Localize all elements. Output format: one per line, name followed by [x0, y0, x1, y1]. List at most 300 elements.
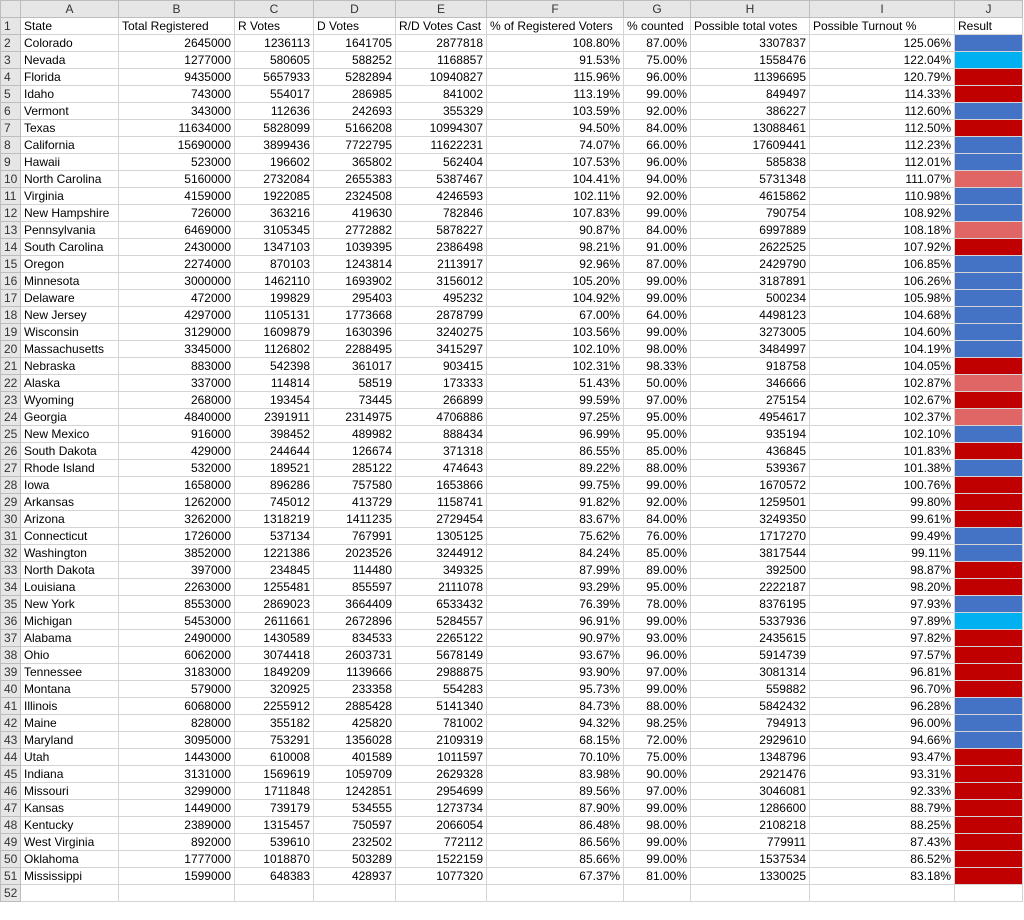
- value-cell[interactable]: 2111078: [396, 579, 487, 596]
- value-cell[interactable]: 5878227: [396, 222, 487, 239]
- value-cell[interactable]: 86.55%: [487, 443, 624, 460]
- value-cell[interactable]: 97.82%: [810, 630, 955, 647]
- value-cell[interactable]: 1168857: [396, 52, 487, 69]
- row-header[interactable]: 20: [1, 341, 21, 358]
- value-cell[interactable]: 114.33%: [810, 86, 955, 103]
- value-cell[interactable]: 96.28%: [810, 698, 955, 715]
- value-cell[interactable]: 97.25%: [487, 409, 624, 426]
- value-cell[interactable]: 1849209: [235, 664, 314, 681]
- value-cell[interactable]: 523000: [119, 154, 235, 171]
- value-cell[interactable]: 559882: [691, 681, 810, 698]
- value-cell[interactable]: 11396695: [691, 69, 810, 86]
- column-header-i[interactable]: I: [810, 1, 955, 18]
- value-cell[interactable]: 1139666: [314, 664, 396, 681]
- value-cell[interactable]: 112.50%: [810, 120, 955, 137]
- column-header-f[interactable]: F: [487, 1, 624, 18]
- state-cell[interactable]: Florida: [21, 69, 119, 86]
- result-cell[interactable]: [955, 817, 1023, 834]
- state-cell[interactable]: Kansas: [21, 800, 119, 817]
- empty-cell[interactable]: [487, 885, 624, 902]
- value-cell[interactable]: 88.00%: [624, 698, 691, 715]
- result-cell[interactable]: [955, 256, 1023, 273]
- value-cell[interactable]: 17609441: [691, 137, 810, 154]
- value-cell[interactable]: 1711848: [235, 783, 314, 800]
- value-cell[interactable]: 743000: [119, 86, 235, 103]
- value-cell[interactable]: 83.18%: [810, 868, 955, 885]
- row-header[interactable]: 23: [1, 392, 21, 409]
- value-cell[interactable]: 2066054: [396, 817, 487, 834]
- value-cell[interactable]: 96.70%: [810, 681, 955, 698]
- result-cell[interactable]: [955, 783, 1023, 800]
- value-cell[interactable]: 106.85%: [810, 256, 955, 273]
- value-cell[interactable]: 539367: [691, 460, 810, 477]
- value-cell[interactable]: 98.00%: [624, 817, 691, 834]
- value-cell[interactable]: 98.25%: [624, 715, 691, 732]
- value-cell[interactable]: 5284557: [396, 613, 487, 630]
- value-cell[interactable]: 73445: [314, 392, 396, 409]
- empty-cell[interactable]: [21, 885, 119, 902]
- value-cell[interactable]: 1158741: [396, 494, 487, 511]
- value-cell[interactable]: 532000: [119, 460, 235, 477]
- value-cell[interactable]: 6469000: [119, 222, 235, 239]
- value-cell[interactable]: 1318219: [235, 511, 314, 528]
- value-cell[interactable]: 2314975: [314, 409, 396, 426]
- state-cell[interactable]: Montana: [21, 681, 119, 698]
- value-cell[interactable]: 97.89%: [810, 613, 955, 630]
- state-cell[interactable]: Michigan: [21, 613, 119, 630]
- value-cell[interactable]: 2430000: [119, 239, 235, 256]
- value-cell[interactable]: 1670572: [691, 477, 810, 494]
- column-header-e[interactable]: E: [396, 1, 487, 18]
- result-cell[interactable]: [955, 545, 1023, 562]
- value-cell[interactable]: 2263000: [119, 579, 235, 596]
- value-cell[interactable]: 2109319: [396, 732, 487, 749]
- value-cell[interactable]: 1039395: [314, 239, 396, 256]
- value-cell[interactable]: 3046081: [691, 783, 810, 800]
- value-cell[interactable]: 92.96%: [487, 256, 624, 273]
- value-cell[interactable]: 108.18%: [810, 222, 955, 239]
- value-cell[interactable]: 102.37%: [810, 409, 955, 426]
- value-cell[interactable]: 295403: [314, 290, 396, 307]
- value-cell[interactable]: 9435000: [119, 69, 235, 86]
- value-cell[interactable]: 99.00%: [624, 477, 691, 494]
- result-cell[interactable]: [955, 35, 1023, 52]
- value-cell[interactable]: 75.00%: [624, 52, 691, 69]
- value-cell[interactable]: 87.90%: [487, 800, 624, 817]
- state-cell[interactable]: Maryland: [21, 732, 119, 749]
- value-cell[interactable]: 5337936: [691, 613, 810, 630]
- value-cell[interactable]: 3262000: [119, 511, 235, 528]
- value-cell[interactable]: 5141340: [396, 698, 487, 715]
- value-cell[interactable]: 93.67%: [487, 647, 624, 664]
- value-cell[interactable]: 3074418: [235, 647, 314, 664]
- value-cell[interactable]: 96.91%: [487, 613, 624, 630]
- value-cell[interactable]: 66.00%: [624, 137, 691, 154]
- value-cell[interactable]: 1430589: [235, 630, 314, 647]
- value-cell[interactable]: 1059709: [314, 766, 396, 783]
- row-header[interactable]: 49: [1, 834, 21, 851]
- value-cell[interactable]: 99.00%: [624, 613, 691, 630]
- value-cell[interactable]: 739179: [235, 800, 314, 817]
- value-cell[interactable]: 104.05%: [810, 358, 955, 375]
- value-cell[interactable]: 104.19%: [810, 341, 955, 358]
- value-cell[interactable]: 1356028: [314, 732, 396, 749]
- value-cell[interactable]: 371318: [396, 443, 487, 460]
- state-cell[interactable]: Iowa: [21, 477, 119, 494]
- value-cell[interactable]: 189521: [235, 460, 314, 477]
- value-cell[interactable]: 870103: [235, 256, 314, 273]
- value-cell[interactable]: 120.79%: [810, 69, 955, 86]
- empty-cell[interactable]: [955, 885, 1023, 902]
- state-cell[interactable]: Oklahoma: [21, 851, 119, 868]
- value-cell[interactable]: 4706886: [396, 409, 487, 426]
- value-cell[interactable]: 93.47%: [810, 749, 955, 766]
- value-cell[interactable]: 99.75%: [487, 477, 624, 494]
- row-header[interactable]: 37: [1, 630, 21, 647]
- state-cell[interactable]: South Dakota: [21, 443, 119, 460]
- value-cell[interactable]: 99.49%: [810, 528, 955, 545]
- empty-cell[interactable]: [691, 885, 810, 902]
- row-header[interactable]: 24: [1, 409, 21, 426]
- state-cell[interactable]: Arizona: [21, 511, 119, 528]
- column-header-j[interactable]: J: [955, 1, 1023, 18]
- value-cell[interactable]: 100.76%: [810, 477, 955, 494]
- result-cell[interactable]: [955, 494, 1023, 511]
- value-cell[interactable]: 81.00%: [624, 868, 691, 885]
- value-cell[interactable]: 232502: [314, 834, 396, 851]
- value-cell[interactable]: 107.92%: [810, 239, 955, 256]
- value-cell[interactable]: 91.53%: [487, 52, 624, 69]
- value-cell[interactable]: 1077320: [396, 868, 487, 885]
- result-cell[interactable]: [955, 409, 1023, 426]
- value-cell[interactable]: 3187891: [691, 273, 810, 290]
- value-cell[interactable]: 83.67%: [487, 511, 624, 528]
- result-cell[interactable]: [955, 341, 1023, 358]
- value-cell[interactable]: 1922085: [235, 188, 314, 205]
- row-header[interactable]: 39: [1, 664, 21, 681]
- value-cell[interactable]: 2885428: [314, 698, 396, 715]
- state-cell[interactable]: Utah: [21, 749, 119, 766]
- row-header[interactable]: 12: [1, 205, 21, 222]
- value-cell[interactable]: 87.99%: [487, 562, 624, 579]
- state-cell[interactable]: Idaho: [21, 86, 119, 103]
- value-cell[interactable]: 767991: [314, 528, 396, 545]
- value-cell[interactable]: 1018870: [235, 851, 314, 868]
- value-cell[interactable]: 85.00%: [624, 545, 691, 562]
- state-cell[interactable]: Rhode Island: [21, 460, 119, 477]
- value-cell[interactable]: 99.11%: [810, 545, 955, 562]
- row-header[interactable]: 34: [1, 579, 21, 596]
- row-header[interactable]: 22: [1, 375, 21, 392]
- value-cell[interactable]: 1777000: [119, 851, 235, 868]
- column-header-a[interactable]: A: [21, 1, 119, 18]
- value-cell[interactable]: 3273005: [691, 324, 810, 341]
- value-cell[interactable]: 2732084: [235, 171, 314, 188]
- value-cell[interactable]: 105.98%: [810, 290, 955, 307]
- value-cell[interactable]: 125.06%: [810, 35, 955, 52]
- value-cell[interactable]: 97.93%: [810, 596, 955, 613]
- state-cell[interactable]: Alaska: [21, 375, 119, 392]
- value-cell[interactable]: 1273734: [396, 800, 487, 817]
- value-cell[interactable]: 98.21%: [487, 239, 624, 256]
- value-cell[interactable]: 1236113: [235, 35, 314, 52]
- value-cell[interactable]: 96.81%: [810, 664, 955, 681]
- value-cell[interactable]: 173333: [396, 375, 487, 392]
- state-cell[interactable]: Louisiana: [21, 579, 119, 596]
- result-cell[interactable]: [955, 766, 1023, 783]
- state-cell[interactable]: South Carolina: [21, 239, 119, 256]
- value-cell[interactable]: 70.10%: [487, 749, 624, 766]
- result-cell[interactable]: [955, 596, 1023, 613]
- value-cell[interactable]: 3299000: [119, 783, 235, 800]
- value-cell[interactable]: 99.00%: [624, 834, 691, 851]
- value-cell[interactable]: 542398: [235, 358, 314, 375]
- value-cell[interactable]: 92.00%: [624, 494, 691, 511]
- state-cell[interactable]: Pennsylvania: [21, 222, 119, 239]
- value-cell[interactable]: 772112: [396, 834, 487, 851]
- row-header[interactable]: 10: [1, 171, 21, 188]
- value-cell[interactable]: 883000: [119, 358, 235, 375]
- value-cell[interactable]: 5657933: [235, 69, 314, 86]
- value-cell[interactable]: 782846: [396, 205, 487, 222]
- value-cell[interactable]: 72.00%: [624, 732, 691, 749]
- result-cell[interactable]: [955, 324, 1023, 341]
- value-cell[interactable]: 539610: [235, 834, 314, 851]
- row-header[interactable]: 46: [1, 783, 21, 800]
- result-cell[interactable]: [955, 715, 1023, 732]
- value-cell[interactable]: 903415: [396, 358, 487, 375]
- row-header[interactable]: 2: [1, 35, 21, 52]
- value-cell[interactable]: 88.25%: [810, 817, 955, 834]
- result-cell[interactable]: [955, 222, 1023, 239]
- value-cell[interactable]: 1609879: [235, 324, 314, 341]
- value-cell[interactable]: 93.29%: [487, 579, 624, 596]
- value-cell[interactable]: 99.00%: [624, 205, 691, 222]
- value-cell[interactable]: 363216: [235, 205, 314, 222]
- value-cell[interactable]: 106.26%: [810, 273, 955, 290]
- value-cell[interactable]: 114814: [235, 375, 314, 392]
- value-cell[interactable]: 2324508: [314, 188, 396, 205]
- value-cell[interactable]: 15690000: [119, 137, 235, 154]
- state-cell[interactable]: Vermont: [21, 103, 119, 120]
- value-cell[interactable]: 2869023: [235, 596, 314, 613]
- value-cell[interactable]: 3484997: [691, 341, 810, 358]
- value-cell[interactable]: 489982: [314, 426, 396, 443]
- value-cell[interactable]: 76.39%: [487, 596, 624, 613]
- value-cell[interactable]: 91.00%: [624, 239, 691, 256]
- state-cell[interactable]: California: [21, 137, 119, 154]
- value-cell[interactable]: 2389000: [119, 817, 235, 834]
- value-cell[interactable]: 199829: [235, 290, 314, 307]
- row-header[interactable]: 33: [1, 562, 21, 579]
- row-header[interactable]: 7: [1, 120, 21, 137]
- value-cell[interactable]: 99.00%: [624, 324, 691, 341]
- value-cell[interactable]: 562404: [396, 154, 487, 171]
- state-cell[interactable]: Indiana: [21, 766, 119, 783]
- value-cell[interactable]: 790754: [691, 205, 810, 222]
- value-cell[interactable]: 90.97%: [487, 630, 624, 647]
- value-cell[interactable]: 1105131: [235, 307, 314, 324]
- result-cell[interactable]: [955, 120, 1023, 137]
- value-cell[interactable]: 93.00%: [624, 630, 691, 647]
- value-cell[interactable]: 779911: [691, 834, 810, 851]
- empty-cell[interactable]: [119, 885, 235, 902]
- value-cell[interactable]: 96.00%: [624, 69, 691, 86]
- value-cell[interactable]: 75.62%: [487, 528, 624, 545]
- value-cell[interactable]: 5678149: [396, 647, 487, 664]
- value-cell[interactable]: 78.00%: [624, 596, 691, 613]
- value-cell[interactable]: 841002: [396, 86, 487, 103]
- value-cell[interactable]: 386227: [691, 103, 810, 120]
- value-cell[interactable]: 112.60%: [810, 103, 955, 120]
- value-cell[interactable]: 84.73%: [487, 698, 624, 715]
- state-cell[interactable]: Nevada: [21, 52, 119, 69]
- value-cell[interactable]: 2672896: [314, 613, 396, 630]
- value-cell[interactable]: 343000: [119, 103, 235, 120]
- state-cell[interactable]: Wyoming: [21, 392, 119, 409]
- value-cell[interactable]: 93.31%: [810, 766, 955, 783]
- result-cell[interactable]: [955, 851, 1023, 868]
- row-header[interactable]: 42: [1, 715, 21, 732]
- value-cell[interactable]: 85.00%: [624, 443, 691, 460]
- value-cell[interactable]: 3240275: [396, 324, 487, 341]
- value-cell[interactable]: 580605: [235, 52, 314, 69]
- value-cell[interactable]: 84.00%: [624, 120, 691, 137]
- row-header[interactable]: 5: [1, 86, 21, 103]
- state-cell[interactable]: Kentucky: [21, 817, 119, 834]
- value-cell[interactable]: 102.31%: [487, 358, 624, 375]
- header-cell[interactable]: Total Registered: [119, 18, 235, 35]
- value-cell[interactable]: 105.20%: [487, 273, 624, 290]
- value-cell[interactable]: 2921476: [691, 766, 810, 783]
- value-cell[interactable]: 104.68%: [810, 307, 955, 324]
- value-cell[interactable]: 1693902: [314, 273, 396, 290]
- value-cell[interactable]: 1347103: [235, 239, 314, 256]
- result-cell[interactable]: [955, 460, 1023, 477]
- value-cell[interactable]: 1522159: [396, 851, 487, 868]
- value-cell[interactable]: 828000: [119, 715, 235, 732]
- value-cell[interactable]: 3183000: [119, 664, 235, 681]
- state-cell[interactable]: Georgia: [21, 409, 119, 426]
- value-cell[interactable]: 87.00%: [624, 256, 691, 273]
- value-cell[interactable]: 1259501: [691, 494, 810, 511]
- state-cell[interactable]: Connecticut: [21, 528, 119, 545]
- value-cell[interactable]: 1569619: [235, 766, 314, 783]
- column-header-b[interactable]: B: [119, 1, 235, 18]
- value-cell[interactable]: 4159000: [119, 188, 235, 205]
- value-cell[interactable]: 1330025: [691, 868, 810, 885]
- value-cell[interactable]: 2108218: [691, 817, 810, 834]
- state-cell[interactable]: Minnesota: [21, 273, 119, 290]
- value-cell[interactable]: 67.37%: [487, 868, 624, 885]
- value-cell[interactable]: 94.00%: [624, 171, 691, 188]
- state-cell[interactable]: Hawaii: [21, 154, 119, 171]
- row-header[interactable]: 52: [1, 885, 21, 902]
- state-cell[interactable]: North Carolina: [21, 171, 119, 188]
- value-cell[interactable]: 93.90%: [487, 664, 624, 681]
- state-cell[interactable]: Texas: [21, 120, 119, 137]
- result-cell[interactable]: [955, 749, 1023, 766]
- value-cell[interactable]: 1255481: [235, 579, 314, 596]
- value-cell[interactable]: 102.87%: [810, 375, 955, 392]
- row-header[interactable]: 16: [1, 273, 21, 290]
- result-cell[interactable]: [955, 681, 1023, 698]
- value-cell[interactable]: 3307837: [691, 35, 810, 52]
- row-header[interactable]: 29: [1, 494, 21, 511]
- value-cell[interactable]: 3131000: [119, 766, 235, 783]
- value-cell[interactable]: 3899436: [235, 137, 314, 154]
- value-cell[interactable]: 1443000: [119, 749, 235, 766]
- value-cell[interactable]: 84.00%: [624, 222, 691, 239]
- value-cell[interactable]: 1262000: [119, 494, 235, 511]
- value-cell[interactable]: 88.00%: [624, 460, 691, 477]
- value-cell[interactable]: 107.83%: [487, 205, 624, 222]
- result-cell[interactable]: [955, 188, 1023, 205]
- value-cell[interactable]: 122.04%: [810, 52, 955, 69]
- value-cell[interactable]: 99.00%: [624, 681, 691, 698]
- value-cell[interactable]: 3095000: [119, 732, 235, 749]
- state-cell[interactable]: Tennessee: [21, 664, 119, 681]
- value-cell[interactable]: 4498123: [691, 307, 810, 324]
- value-cell[interactable]: 3000000: [119, 273, 235, 290]
- value-cell[interactable]: 429000: [119, 443, 235, 460]
- value-cell[interactable]: 89.56%: [487, 783, 624, 800]
- value-cell[interactable]: 3415297: [396, 341, 487, 358]
- value-cell[interactable]: 111.07%: [810, 171, 955, 188]
- value-cell[interactable]: 104.60%: [810, 324, 955, 341]
- value-cell[interactable]: 11634000: [119, 120, 235, 137]
- value-cell[interactable]: 2391911: [235, 409, 314, 426]
- value-cell[interactable]: 2645000: [119, 35, 235, 52]
- value-cell[interactable]: 346666: [691, 375, 810, 392]
- value-cell[interactable]: 96.00%: [624, 154, 691, 171]
- value-cell[interactable]: 98.20%: [810, 579, 955, 596]
- value-cell[interactable]: 849497: [691, 86, 810, 103]
- value-cell[interactable]: 500234: [691, 290, 810, 307]
- empty-cell[interactable]: [314, 885, 396, 902]
- result-cell[interactable]: [955, 579, 1023, 596]
- value-cell[interactable]: 1630396: [314, 324, 396, 341]
- result-cell[interactable]: [955, 137, 1023, 154]
- value-cell[interactable]: 1558476: [691, 52, 810, 69]
- value-cell[interactable]: 87.00%: [624, 35, 691, 52]
- value-cell[interactable]: 2255912: [235, 698, 314, 715]
- result-cell[interactable]: [955, 732, 1023, 749]
- value-cell[interactable]: 75.00%: [624, 749, 691, 766]
- column-header-g[interactable]: G: [624, 1, 691, 18]
- result-cell[interactable]: [955, 426, 1023, 443]
- value-cell[interactable]: 97.00%: [624, 392, 691, 409]
- value-cell[interactable]: 419630: [314, 205, 396, 222]
- value-cell[interactable]: 918758: [691, 358, 810, 375]
- value-cell[interactable]: 83.98%: [487, 766, 624, 783]
- value-cell[interactable]: 101.38%: [810, 460, 955, 477]
- value-cell[interactable]: 50.00%: [624, 375, 691, 392]
- value-cell[interactable]: 68.15%: [487, 732, 624, 749]
- value-cell[interactable]: 242693: [314, 103, 396, 120]
- result-cell[interactable]: [955, 86, 1023, 103]
- row-header[interactable]: 1: [1, 18, 21, 35]
- value-cell[interactable]: 97.57%: [810, 647, 955, 664]
- value-cell[interactable]: 2603731: [314, 647, 396, 664]
- value-cell[interactable]: 98.00%: [624, 341, 691, 358]
- value-cell[interactable]: 92.33%: [810, 783, 955, 800]
- row-header[interactable]: 13: [1, 222, 21, 239]
- select-all-corner[interactable]: [1, 1, 21, 18]
- value-cell[interactable]: 84.00%: [624, 511, 691, 528]
- value-cell[interactable]: 503289: [314, 851, 396, 868]
- value-cell[interactable]: 320925: [235, 681, 314, 698]
